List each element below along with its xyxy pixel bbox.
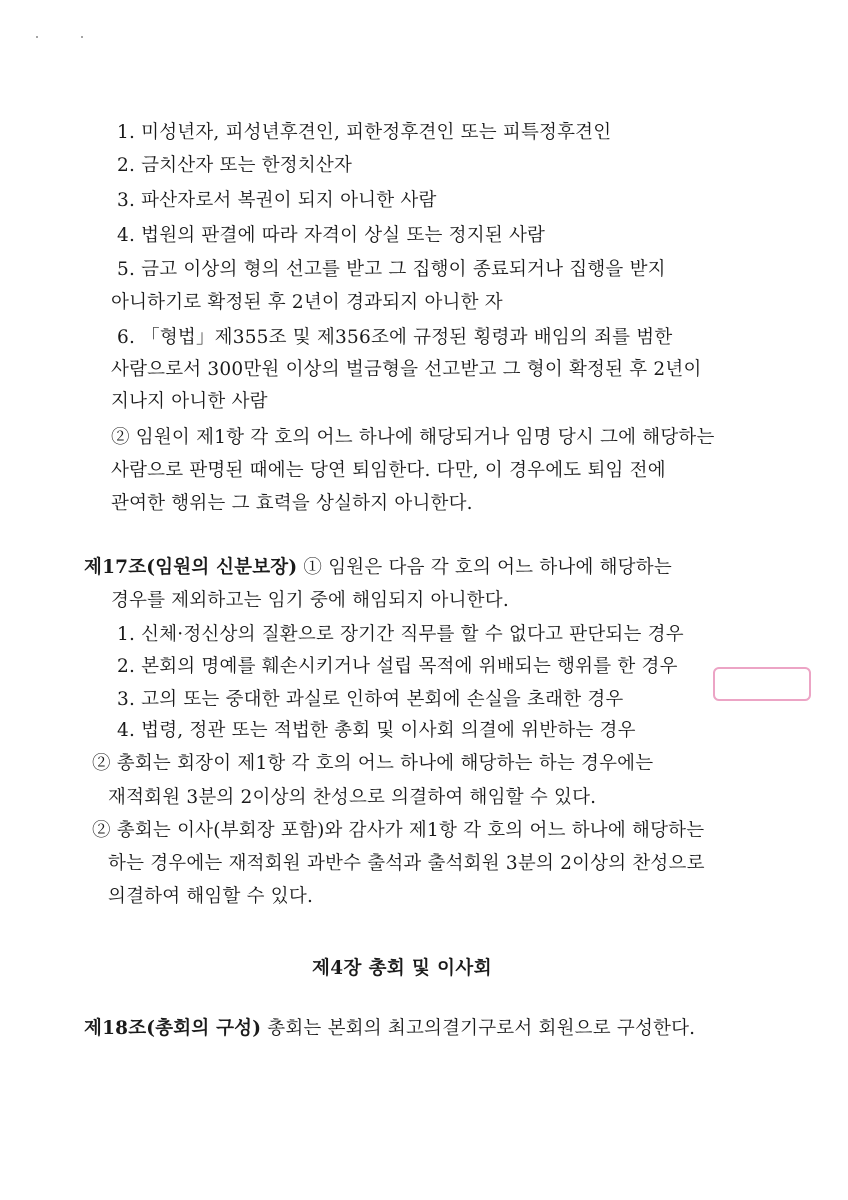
- item-6-cont-1: 사람으로서 300만원 이상의 벌금형을 선고받고 그 형이 확정된 후 2년이: [111, 359, 702, 380]
- paragraph-2: ② 임원이 제1항 각 호의 어느 하나에 해당되거나 임명 당시 그에 해당하는: [111, 427, 715, 448]
- article-17-heading: [84, 556, 672, 580]
- chapter-4-heading: 제4장 총회 및 이사회: [312, 958, 492, 979]
- article-18-text: 총회는 본회의 최고의결기구로서 회원으로 구성한다.: [261, 1018, 696, 1039]
- item-4: 4. 법원의 판결에 따라 자격이 상실 또는 정지된 사람: [117, 225, 546, 246]
- seal-stamp: [713, 667, 811, 701]
- article-17-first-line: ① 임원은 다음 각 호의 어느 하나에 해당하는: [297, 557, 672, 578]
- item-6-cont-2: 지나지 아니한 사람: [111, 391, 268, 412]
- article-17-item-1: 1. 신체·정신상의 질환으로 장기간 직무를 할 수 없다고 판단되는 경우: [117, 624, 684, 645]
- article-17-paragraph-3-cont-2: 의결하여 해임할 수 있다.: [108, 886, 314, 907]
- paragraph-2-cont-2: 관여한 행위는 그 효력을 상실하지 아니한다.: [111, 493, 473, 514]
- item-2: 2. 금치산자 또는 한정치산자: [117, 155, 353, 176]
- scan-speck: [81, 36, 83, 38]
- article-18-title: 제18조(총회의 구성): [84, 1018, 262, 1039]
- article-17-item-2: 2. 본회의 명예를 훼손시키거나 설립 목적에 위배되는 행위를 한 경우: [117, 656, 678, 677]
- article-17-title: 제17조(임원의 신분보장): [84, 557, 298, 578]
- item-6: 6. 「형법」제355조 및 제356조에 규정된 횡령과 배임의 죄를 범한: [117, 327, 673, 348]
- article-17-line: 경우를 제외하고는 임기 중에 해임되지 아니한다.: [111, 590, 509, 611]
- article-17-paragraph-2: ② 총회는 회장이 제1항 각 호의 어느 하나에 해당하는 하는 경우에는: [92, 753, 654, 774]
- item-5: 5. 금고 이상의 형의 선고를 받고 그 집행이 종료되거나 집행을 받지: [117, 259, 666, 280]
- article-17-paragraph-2-cont: 재적회원 3분의 2이상의 찬성으로 의결하여 해임할 수 있다.: [108, 787, 597, 808]
- paragraph-2-cont-1: 사람으로 판명된 때에는 당연 퇴임한다. 다만, 이 경우에도 퇴임 전에: [111, 460, 666, 481]
- article-17-item-4: 4. 법령, 정관 또는 적법한 총회 및 이사회 의결에 위반하는 경우: [117, 720, 636, 741]
- scan-speck: [36, 36, 38, 38]
- article-17-item-3: 3. 고의 또는 중대한 과실로 인하여 본회에 손실을 초래한 경우: [117, 689, 624, 710]
- item-3: 3. 파산자로서 복권이 되지 아니한 사람: [117, 190, 437, 211]
- article-17-paragraph-3: ② 총회는 이사(부회장 포함)와 감사가 제1항 각 호의 어느 하나에 해당하는: [92, 820, 705, 841]
- article-17-paragraph-3-cont-1: 하는 경우에는 재적회원 과반수 출석과 출석회원 3분의 2이상의 찬성으로: [108, 853, 705, 874]
- item-1: 1. 미성년자, 피성년후견인, 피한정후견인 또는 피특정후견인: [117, 122, 612, 143]
- item-5-cont: 아니하기로 확정된 후 2년이 경과되지 아니한 자: [111, 292, 503, 313]
- article-18-heading: [84, 1017, 695, 1041]
